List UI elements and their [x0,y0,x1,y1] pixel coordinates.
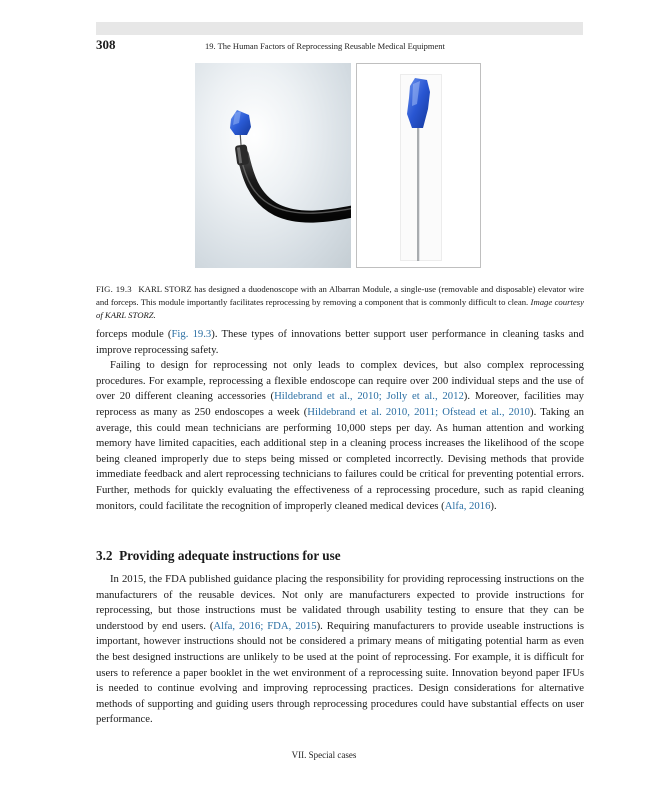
body-paragraphs-bottom [96,572,584,728]
paragraph-1 [96,327,584,358]
duodenoscope-illustration [195,63,351,268]
body-paragraphs-top [96,327,584,514]
figure-credit: Image courtesy of KARL STORZ. [96,296,584,320]
paragraph-2-text-c: ). Taking an average, this could mean technicians are performing 10,000 steps per day. As human attention and working memory have limited capacities, each additional step in a cleaning process increases the likelihood of the scope being cleaned improperly due to steps being missed or completed incorrectly. Devising methods that provide immediate feedback and alert reprocessing technicians to failures could be critical for preventing potential errors. Further, methods for quickly evaluating the effectiveness of a reprocessing procedure, such as rapid cleaning monitors, could facilitate the recognition of improperly cleaned medical devices ( [96,405,584,512]
paragraph-1-text-a: forceps module ( [96,328,172,340]
paragraph-3-text-b: ). Requiring manufacturers to provide useable instructions is important, however instructions should not be considered a primary means of mitigating potential harm as even the best designed instructions are unlikely to be used at the point of reprocessing. For example, it is difficult for users to reference a paper booklet in the wet environment of a reprocessing suite. Innovation beyond paper IFUs is needed to continue evolving and improving reprocessing practices. Design considerations for alternative methods of supporting and guiding users through reprocessing procedures could have substantial effects on user performance. [96,619,585,726]
paragraph-2-text-b: ). Moreover, facilities may reprocess as many as 250 endoscopes a week ( [96,390,584,418]
paragraph-3 [96,572,584,728]
figure-photo-module [356,63,481,268]
section-heading [96,548,341,564]
link-citation-alfa-fda[interactable]: Alfa, 2016; FDA, 2015 [213,619,317,632]
paragraph-2-text-d: ). [490,499,497,512]
paragraph-2 [96,358,584,514]
page-number: 308 [96,37,116,52]
link-citation-alfa-2016[interactable]: Alfa, 2016 [444,499,491,512]
header-bar [96,22,583,35]
footer-part-label: VII. Special cases [291,750,357,760]
paragraph-3-text-a: In 2015, the FDA published guidance placing the responsibility for providing reprocessing instructions on the manufacturers of the reusable devices. Not only are manufacturers expected to provide instructions for reprocessing, but those instructions must be validated through usability testing to ensure that they can be understood by end users. ( [96,573,584,632]
figure-label: FIG. 19.3 [96,284,132,294]
link-fig-19-3[interactable]: Fig. 19.3 [171,328,212,340]
paragraph-1-text-b: ). These types of innovations better support user performance in cleaning tasks and improve reprocessing safety. [96,328,584,356]
link-citation-hildebrand-ofstead[interactable]: Hildebrand et al. 2010, 2011; Ofstead et al., 2010 [307,405,531,418]
figure-photo-duodenoscope [195,63,351,268]
running-head: 19. The Human Factors of Reprocessing Reusable Medical Equipment [205,41,445,51]
figure-caption [96,283,584,321]
module-illustration [357,64,481,268]
section-number: 3.2 [96,548,113,563]
link-citation-hildebrand-jolly[interactable]: Hildebrand et al., 2010; Jolly et al., 2012 [274,390,464,403]
section-title: Providing adequate instructions for use [119,548,341,563]
figure-caption-text: KARL STORZ has designed a duodenoscope with an Albarran Module, a single-use (removable and disposable) elevator wire and forceps. This module importantly facilitates reprocessing by removing a component that is commonly difficult to clean. [96,284,584,307]
paragraph-2-text-a: Failing to design for reprocessing not only leads to complex devices, but also complex reprocessing procedures. For example, reprocessing a flexible endoscope can require over 200 individual steps and the use of over 20 different cleaning accessories ( [96,359,584,403]
scope-tube [243,155,351,217]
